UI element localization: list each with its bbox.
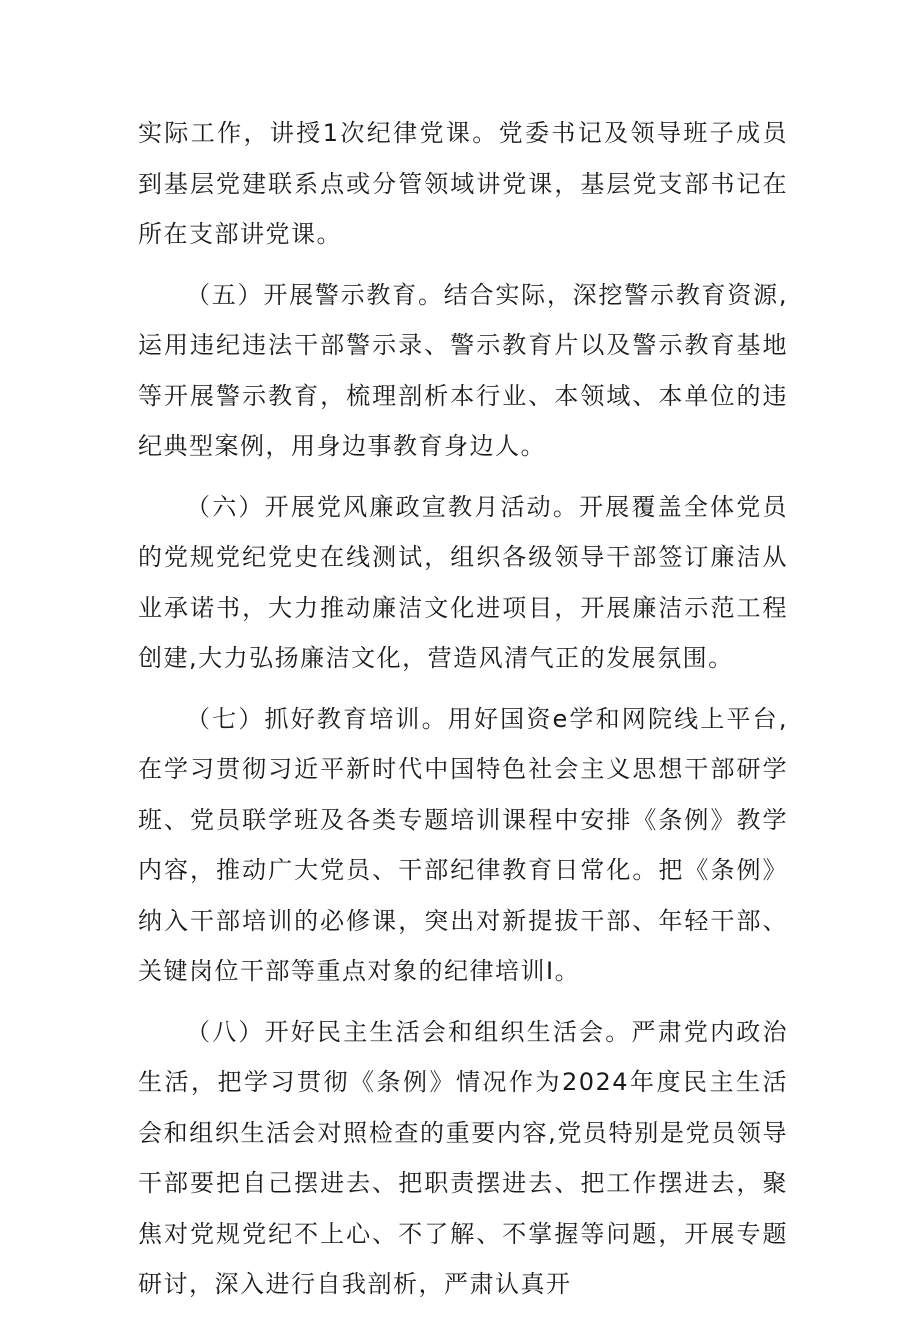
paragraph-education-training: （七）抓好教育培训。用好国资e学和网院线上平台,在学习贯彻习近平新时代中国特色社会主义思想干部研学班、党员联学班及各类专题培训课程中安排《条例》教学内容，推动广大党员、干部纪律教育日常化。把《条例》纳入干部培训的必修课，突出对新提拔干部、年轻干部、关键岗位干部等重点对象的纪律培训I。 [138,704,788,985]
document-body [138,108,788,1320]
paragraph-warning-education: （五）开展警示教育。结合实际，深挖警示教育资源,运用违纪违法干部警示录、警示教育片以及警示教育基地等开展警示教育，梳理剖析本行业、本领域、本单位的违纪典型案例，用身边事教育身边人。 [138,280,788,460]
paragraph-democratic-life-meeting: （八）开好民主生活会和组织生活会。严肃党内政治生活，把学习贯彻《条例》情况作为2024年度民主生活会和组织生活会对照检查的重要内容,党员特别是党员领导干部要把自己摆进去、把职责摆进去、把工作摆进去，聚焦对党规党纪不上心、不了解、不掌握等问题，开展专题研讨，深入进行自我剖析，严肃认真开 [138,1017,788,1298]
paragraph-lecture-continuation: 实际工作，讲授1次纪律党课。党委书记及领导班子成员到基层党建联系点或分管领域讲党课，基层党支部书记在所在支部讲党课。 [138,119,788,248]
paragraph-integrity-month: （六）开展党风廉政宣教月活动。开展覆盖全体党员的党规党纪党史在线测试，组织各级领导干部签订廉洁从业承诺书，大力推动廉洁文化进项目，开展廉洁示范工程创建,大力弘扬廉洁文化，营造风清气正的发展氛围。 [138,492,788,672]
